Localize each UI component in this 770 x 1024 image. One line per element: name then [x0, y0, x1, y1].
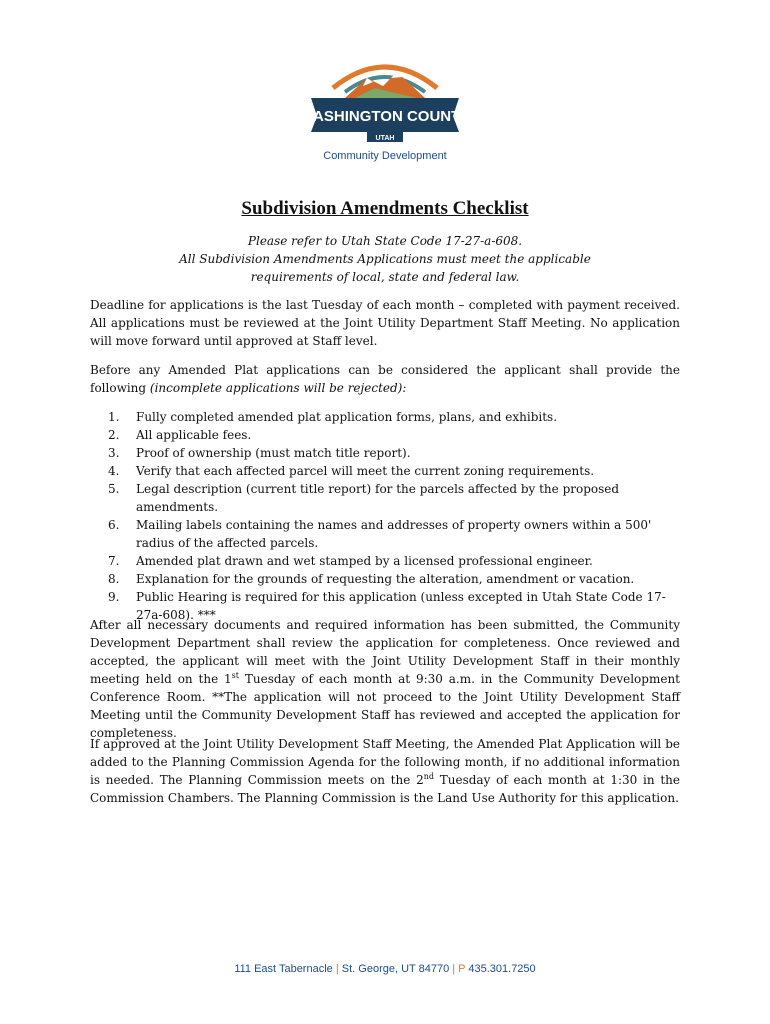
item-number: 9. — [108, 590, 120, 604]
item-text: Public Hearing is required for this application (unless excepted in Utah State Code 17-27a-608). *** — [136, 590, 666, 622]
ordinal-suffix: st — [231, 671, 239, 680]
footer-phone-label: P — [458, 963, 466, 975]
item-text: Fully completed amended plat application forms, plans, and exhibits. — [136, 410, 558, 424]
subtitle-line: requirements of local, state and federal law. — [250, 270, 520, 284]
department-name: Community Development — [323, 150, 447, 162]
item-text: Verify that each affected parcel will meet the current zoning requirements. — [136, 464, 595, 478]
subtitle-line: Please refer to Utah State Code 17-27-a-608. — [247, 234, 523, 248]
item-number: 2. — [108, 428, 120, 442]
item-number: 3. — [108, 446, 120, 460]
item-number: 7. — [108, 554, 120, 568]
intro-text: Before any Amended Plat applications can be considered the applicant shall provide the following — [90, 363, 680, 395]
item-text: Mailing labels containing the names and addresses of property owners within a 500' radius of the affected parcels. — [136, 518, 652, 550]
list-item — [108, 552, 680, 570]
subtitle-line: All Subdivision Amendments Applications must meet the applicable — [179, 252, 591, 266]
list-item — [108, 570, 680, 588]
list-item — [108, 408, 680, 426]
review-text: Tuesday of each month at 9:30 a.m. in the Community Development Conference Room. **The application will not proceed to the Joint Utility Development Staff Meeting until the Community Development Staff has reviewed and accepted the application for completeness. — [90, 672, 680, 740]
item-number: 4. — [108, 464, 120, 478]
item-number: 1. — [108, 410, 120, 424]
logo-name: WASHINGTON COUNTY — [305, 108, 465, 125]
footer-phone: 435.301.7250 — [468, 963, 536, 975]
footer-city: St. George, UT 84770 — [341, 963, 450, 975]
intro-italic: (incomplete applications will be rejected): — [149, 381, 407, 395]
list-item — [108, 462, 680, 480]
item-text: Legal description (current title report) for the parcels affected by the proposed amendments. — [136, 482, 620, 514]
county-logo — [305, 48, 465, 144]
footer-address: 111 East Tabernacle — [234, 963, 333, 975]
item-number: 5. — [108, 482, 120, 496]
list-item — [108, 426, 680, 444]
mountain-logo-icon — [305, 48, 465, 144]
checklist — [108, 408, 680, 624]
approval-text: Tuesday of each month at 1:30 in the Commission Chambers. The Planning Commission is the Land Use Authority for this application. — [90, 773, 680, 805]
list-item — [108, 480, 680, 516]
ordinal-suffix: nd — [423, 772, 434, 781]
deadline-paragraph: Deadline for applications is the last Tuesday of each month – completed with payment received. All applications must be reviewed at the Joint Utility Department Staff Meeting. No application will move forward until approved at Staff level. — [90, 298, 680, 348]
review-text: After all necessary documents and required information has been submitted, the Community Development Department shall review the application for completeness. Once reviewed and accepted, the applicant will meet with the Joint Utility Development Staff in their monthly meeting held on the 1 — [90, 618, 680, 686]
list-item — [108, 516, 680, 552]
item-number: 6. — [108, 518, 120, 532]
page-title: Subdivision Amendments Checklist — [241, 198, 529, 219]
approval-paragraph — [90, 735, 680, 807]
footer-contact — [0, 963, 770, 975]
logo-state: UTAH — [375, 135, 395, 142]
subtitle — [150, 232, 620, 286]
footer-separator: | — [335, 963, 339, 975]
item-text: Amended plat drawn and wet stamped by a licensed professional engineer. — [136, 554, 593, 568]
requirements-intro — [90, 361, 680, 397]
list-item — [108, 444, 680, 462]
item-text: Proof of ownership (must match title report). — [136, 446, 411, 460]
review-paragraph — [90, 616, 680, 742]
item-text: All applicable fees. — [136, 428, 252, 442]
footer-separator: | — [452, 963, 456, 975]
approval-text: If approved at the Joint Utility Development Staff Meeting, the Amended Plat Application will be added to the Planning Commission Agenda for the following month, if no additional information is needed. The Planning Commission meets on the 2 — [90, 737, 680, 787]
item-text: Explanation for the grounds of requesting the alteration, amendment or vacation. — [136, 572, 635, 586]
item-number: 8. — [108, 572, 120, 586]
